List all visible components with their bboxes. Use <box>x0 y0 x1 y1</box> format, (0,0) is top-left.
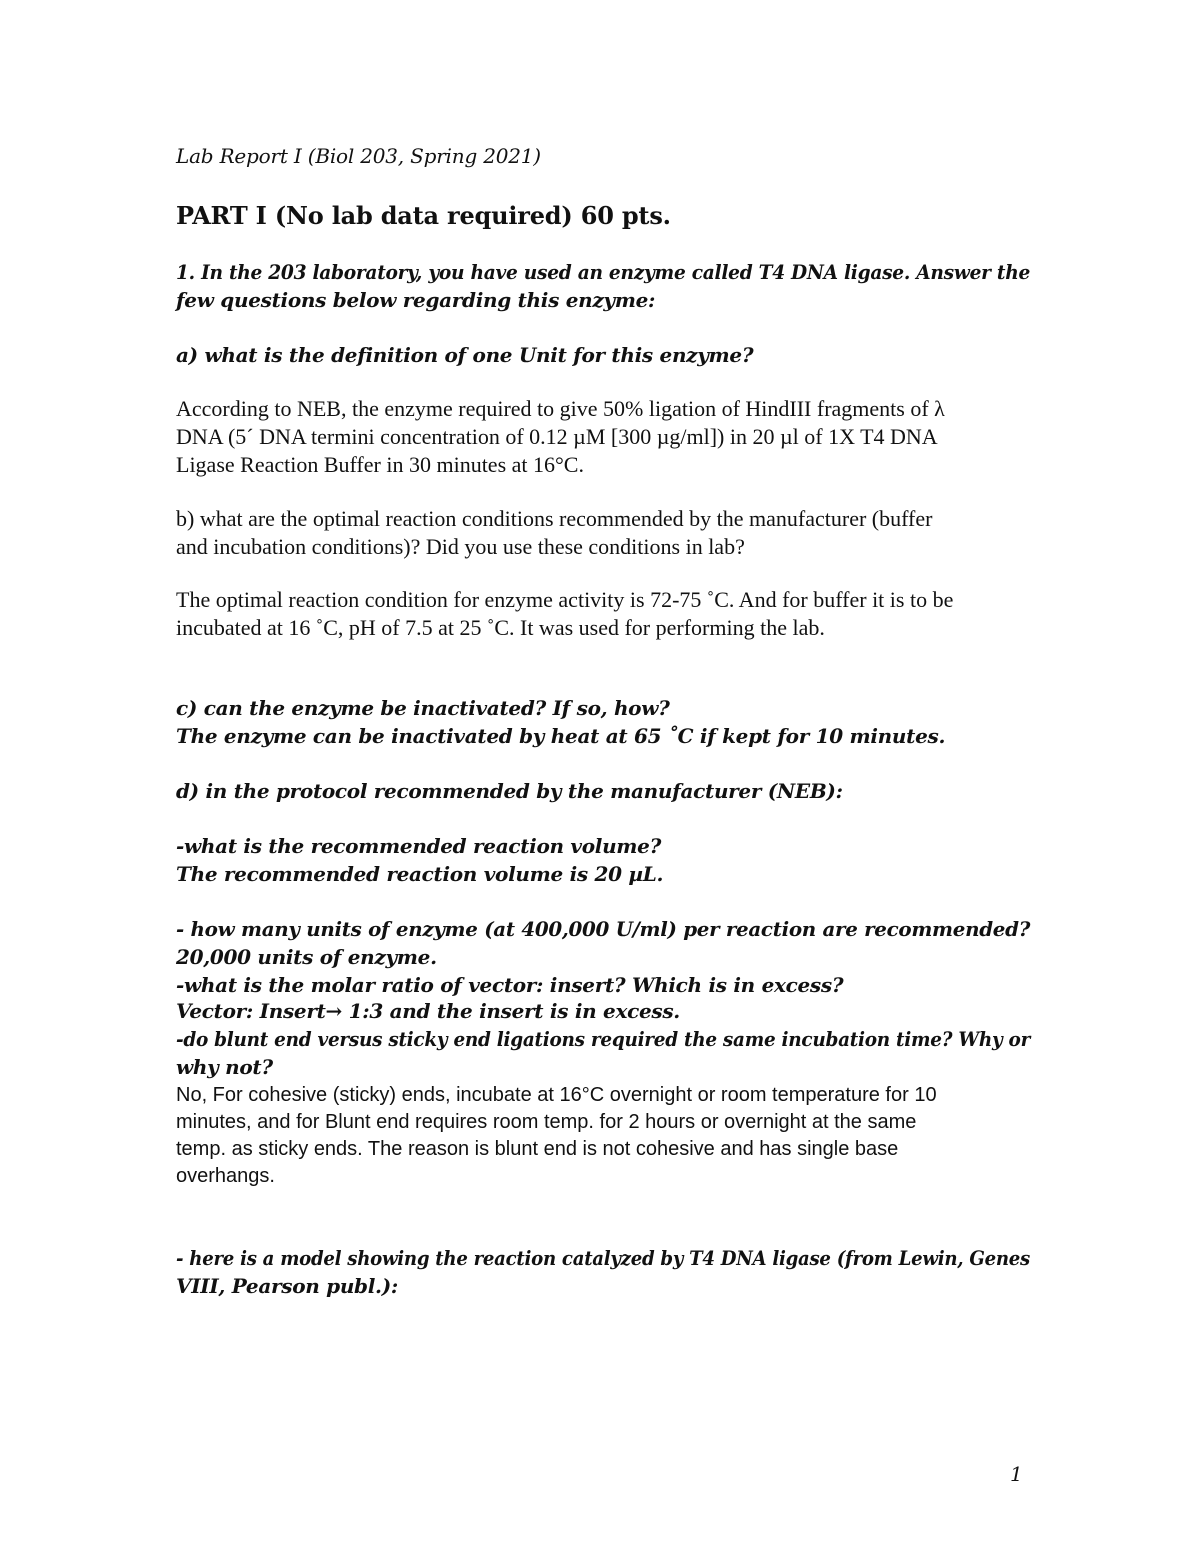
answer-a-line-1: According to NEB, the enzyme required to give 50% ligation of HindIII fragments of λ <box>176 396 945 421</box>
answer-d4-line-3: temp. as sticky ends. The reason is blunt end is not cohesive and has single base <box>176 1138 899 1160</box>
answer-a-line-2: DNA (5´ DNA termini concentration of 0.12 µM [300 µg/ml]) in 20 µl of 1X T4 DNA <box>176 424 938 449</box>
answer-d4-line-1: No, For cohesive (sticky) ends, incubate at 16°C overnight or room temperature for 10 <box>176 1084 937 1106</box>
report-title: Lab Report I (Biol 203, Spring 2021) <box>176 144 541 168</box>
part-heading: PART I (No lab data required) 60 pts. <box>176 201 671 230</box>
answer-d3-vector-insert: Vector: Insert <box>176 999 326 1023</box>
question-b-line-1: b) what are the optimal reaction conditions recommended by the manufacturer (buffer <box>176 506 933 531</box>
model-caption-line-2: VIII, Pearson publ.): <box>176 1274 398 1298</box>
question-1-line-2: few questions below regarding this enzyme: <box>176 288 656 312</box>
question-b-line-2: and incubation conditions)? Did you use these conditions in lab? <box>176 534 745 559</box>
page-number: 1 <box>1010 1462 1023 1486</box>
model-caption-line-1: - here is a model showing the reaction catalyzed by T4 DNA ligase (from Lewin, Genes <box>176 1246 1030 1270</box>
answer-d4-line-2: minutes, and for Blunt end requires room temp. for 2 hours or overnight at the same <box>176 1111 917 1133</box>
question-d1: -what is the recommended reaction volume? <box>176 834 662 858</box>
answer-d4-line-4: overhangs. <box>176 1165 275 1187</box>
answer-a-line-3: Ligase Reaction Buffer in 30 minutes at 16°C. <box>176 452 584 477</box>
answer-d3 <box>176 1001 680 1021</box>
question-1-line-1: 1. In the 203 laboratory, you have used an enzyme called T4 DNA ligase. Answer the <box>176 260 1031 284</box>
question-d2: - how many units of enzyme (at 400,000 U/ml) per reaction are recommended? <box>176 917 1031 941</box>
question-d: d) in the protocol recommended by the manufacturer (NEB): <box>176 779 843 803</box>
answer-b-line-1: The optimal reaction condition for enzyme activity is 72-75 ˚C. And for buffer it is to be <box>176 587 954 612</box>
answer-b-line-2: incubated at 16 ˚C, pH of 7.5 at 25 ˚C. It was used for performing the lab. <box>176 615 825 640</box>
question-d4-line-1: -do blunt end versus sticky end ligations required the same incubation time? Why or <box>176 1027 1031 1051</box>
question-a: a) what is the definition of one Unit for this enzyme? <box>176 343 754 367</box>
answer-d2: 20,000 units of enzyme. <box>176 945 437 969</box>
question-c: c) can the enzyme be inactivated? If so, how? <box>176 696 670 720</box>
answer-c: The enzyme can be inactivated by heat at 65 ˚C if kept for 10 minutes. <box>176 724 946 748</box>
answer-d3-ratio: 1:3 and the insert is in excess. <box>341 999 680 1023</box>
answer-d1: The recommended reaction volume is 20 µL. <box>176 862 664 886</box>
right-arrow-icon: → <box>325 999 342 1023</box>
question-d4-line-2: why not? <box>176 1055 273 1079</box>
question-d3: -what is the molar ratio of vector: insert? Which is in excess? <box>176 973 844 997</box>
